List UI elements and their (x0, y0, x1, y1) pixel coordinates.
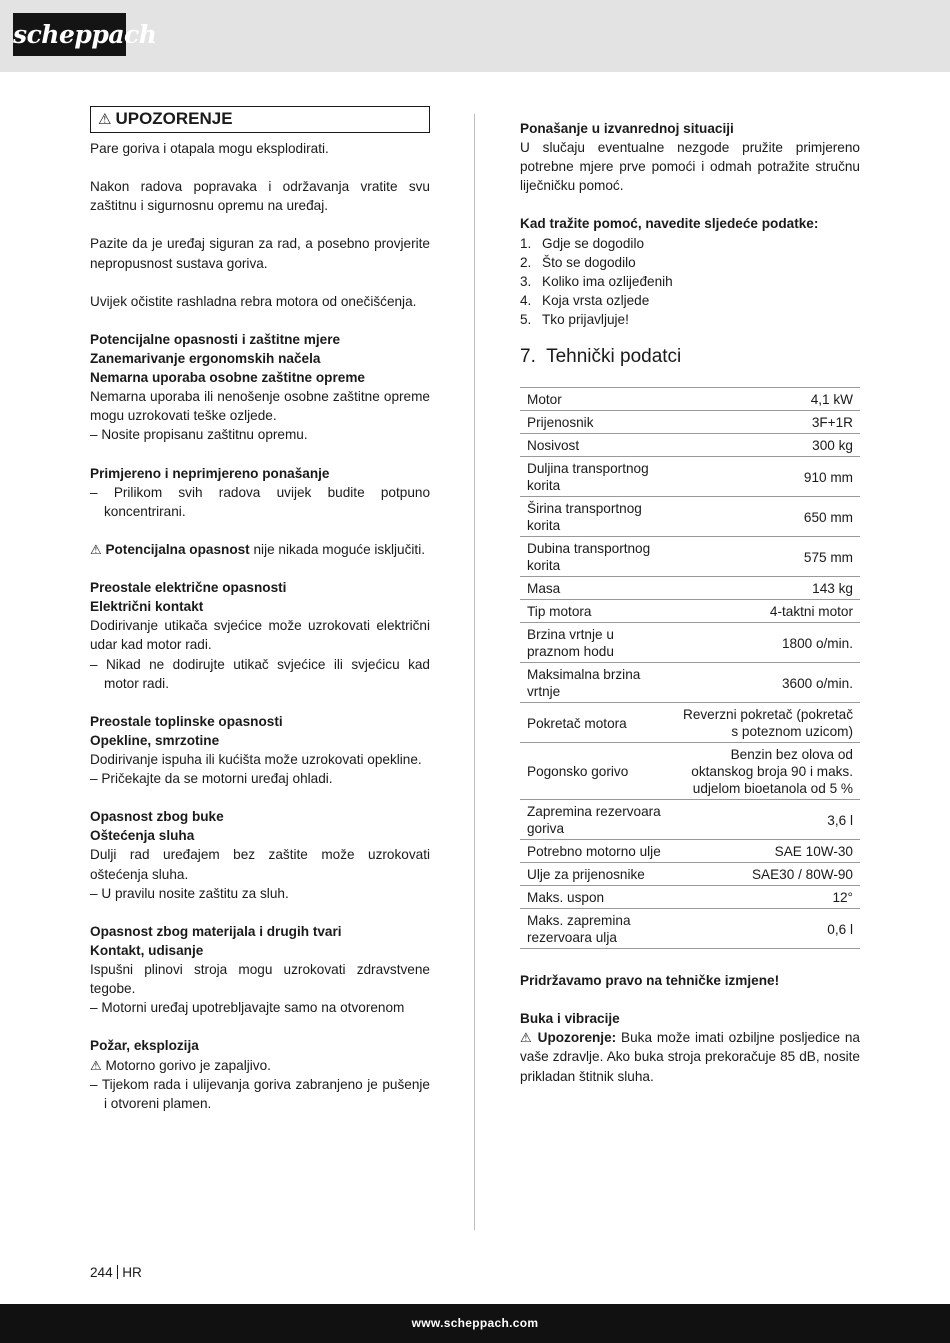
table-row (520, 457, 860, 497)
spec-value: 12° (675, 886, 860, 909)
table-row (520, 623, 860, 663)
noise-warning: ⚠ Upozorenje: Buka može imati ozbiljne posljedice na vaše zdravlje. Ako buka stroja prekoračuje 85 dB, nosite prikladan štitnik sluha. (520, 1030, 860, 1084)
table-row (520, 434, 860, 457)
column-divider (474, 114, 475, 1230)
spec-key: Širina transportnog korita (520, 497, 675, 537)
warning-paragraph: Pazite da je uređaj siguran za rad, a posebno provjerite nepropusnost sustava goriva. (90, 236, 430, 271)
table-row (520, 497, 860, 537)
heading-noise-vibration: Buka i vibracije (520, 1011, 620, 1027)
spec-key: Dubina transportnog korita (520, 537, 675, 577)
heading-ergonomic: Zanemarivanje ergonomskih načela (90, 351, 321, 367)
tech-spec-table (520, 387, 860, 949)
spec-key: Prijenosnik (520, 411, 675, 434)
table-row (520, 537, 860, 577)
table-row (520, 840, 860, 863)
spec-key: Ulje za prijenosnike (520, 863, 675, 886)
left-column (90, 106, 430, 1113)
spec-value: 575 mm (675, 537, 860, 577)
heading-contact: Kontakt, udisanje (90, 942, 204, 958)
table-row (520, 863, 860, 886)
warning-triangle-icon: ⚠ (90, 1057, 102, 1073)
warning-paragraph: Pare goriva i otapala mogu eksplodirati. (90, 141, 329, 156)
behavior-instruction: – Prilikom svih radova uvijek budite potpuno koncentrirani. (90, 484, 431, 519)
spec-key: Maks. zapremina rezervoara ulja (520, 909, 675, 949)
heading-hearing: Oštećenja sluha (90, 828, 195, 844)
spec-value: 3600 o/min. (675, 663, 860, 703)
table-row (520, 577, 860, 600)
thermal-text: Dodirivanje ispuha ili kućišta može uzrokovati opekline. (90, 752, 422, 767)
footer-separator (117, 1265, 119, 1279)
spec-key: Duljina transportnog korita (520, 457, 675, 497)
section-title: 7. Tehnički podatci (520, 346, 682, 368)
heading-hazards: Potencijalne opasnosti i zaštitne mjere (90, 331, 341, 347)
table-row (520, 388, 860, 411)
table-row (520, 600, 860, 623)
list-item: 4. Koja vrsta ozljede (520, 292, 650, 308)
spec-key: Brzina vrtnje u praznom hodu (520, 623, 675, 663)
warning-triangle-icon: ⚠ (520, 1030, 533, 1046)
list-item: 2. Što se dogodilo (520, 254, 636, 270)
spec-value: 650 mm (675, 497, 860, 537)
spec-value: Reverzni pokretač (pokretač s poteznom uzicom) (675, 703, 860, 743)
heading-thermal: Preostale toplinske opasnosti (90, 713, 283, 729)
spec-value: 4-taktni motor (675, 600, 860, 623)
warning-triangle-icon: ⚠ (90, 541, 102, 557)
language-code: HR (122, 1265, 142, 1280)
heading-materials: Opasnost zbog materijala i drugih tvari (90, 923, 342, 939)
table-row (520, 909, 860, 949)
spec-value: 3F+1R (675, 411, 860, 434)
spec-key: Pogonsko gorivo (520, 743, 675, 800)
warning-title: UPOZORENJE (115, 109, 233, 128)
website-link[interactable]: www.scheppach.com (411, 1316, 539, 1330)
noise-text: Dulji rad uređajem bez zaštite može uzrokovati oštećenja sluha. (90, 847, 430, 882)
spec-key: Maksimalna brzina vrtnje (520, 663, 675, 703)
spec-value: 910 mm (675, 457, 860, 497)
materials-text: Ispušni plinovi stroja mogu uzrokovati zdravstvene tegobe. (90, 962, 430, 997)
brand-logo: scheppach (13, 13, 126, 56)
spec-key: Masa (520, 577, 675, 600)
heading-fire: Požar, eksplozija (90, 1038, 199, 1054)
electrical-instruction: – Nikad ne dodirujte utikač svjećice ili svjećicu kad motor radi. (90, 656, 430, 691)
table-row (520, 411, 860, 434)
help-list (520, 234, 860, 329)
spec-value: 4,1 kW (675, 388, 860, 411)
table-row (520, 743, 860, 800)
fire-warning: ⚠ Motorno gorivo je zapaljivo. (90, 1057, 271, 1073)
page-number: 244 (90, 1265, 113, 1280)
right-column (520, 119, 860, 1086)
table-row (520, 703, 860, 743)
heading-help: Kad tražite pomoć, navedite sljedeće podatke: (520, 216, 819, 232)
spec-key: Maks. uspon (520, 886, 675, 909)
warning-paragraph: Nakon radova popravaka i održavanja vratite svu zaštitnu i sigurnosnu opremu na uređaj. (90, 179, 430, 214)
spec-key: Pokretač motora (520, 703, 675, 743)
list-item: 3. Koliko ima ozlijeđenih (520, 273, 673, 289)
spec-value: 3,6 l (675, 800, 860, 840)
heading-noise: Opasnost zbog buke (90, 809, 224, 825)
fire-instruction: – Tijekom rada i ulijevanja goriva zabranjeno je pušenje i otvoreni plamen. (90, 1076, 430, 1111)
heading-electrical-contact: Električni kontakt (90, 599, 204, 615)
warning-triangle-icon: ⚠ (98, 111, 112, 128)
noise-instruction: – U pravilu nosite zaštitu za sluh. (90, 885, 289, 901)
spec-key: Motor (520, 388, 675, 411)
spec-value: 143 kg (675, 577, 860, 600)
thermal-instruction: – Pričekajte da se motorni uređaj ohladi. (90, 771, 333, 787)
heading-burns: Opekline, smrzotine (90, 732, 220, 748)
potential-hazard-note: ⚠ Potencijalna opasnost nije nikada moguće isključiti. (90, 541, 426, 557)
electrical-text: Dodirivanje utikača svjećice može uzrokovati električni udar kad motor radi. (90, 618, 430, 653)
spec-value: 0,6 l (675, 909, 860, 949)
warning-header (90, 106, 430, 133)
heading-ppe: Nemarna uporaba osobne zaštitne opreme (90, 370, 365, 386)
warning-paragraph: Uvijek očistite rashladna rebra motora od onečišćenja. (90, 293, 417, 309)
ppe-instruction: – Nosite propisanu zaštitnu opremu. (90, 427, 308, 443)
spec-value: SAE 10W-30 (675, 840, 860, 863)
materials-instruction: – Motorni uređaj upotrebljavajte samo na otvorenom (90, 1000, 405, 1016)
heading-emergency: Ponašanje u izvanrednoj situaciji (520, 121, 734, 136)
heading-electrical: Preostale električne opasnosti (90, 580, 287, 596)
table-row (520, 800, 860, 840)
page-footer (90, 1264, 142, 1282)
spec-value: 1800 o/min. (675, 623, 860, 663)
heading-behavior: Primjereno i neprimjereno ponašanje (90, 465, 330, 481)
spec-value: Benzin bez olova od oktanskog broja 90 i maks. udjelom bioetanola od 5 % (675, 743, 860, 800)
reserve-note: Pridržavamo pravo na tehničke izmjene! (520, 973, 780, 989)
spec-key: Zapremina rezervoara goriva (520, 800, 675, 840)
table-row (520, 663, 860, 703)
ppe-text: Nemarna uporaba ili nenošenje osobne zaštitne opreme mogu uzrokovati teške ozljede. (90, 389, 430, 424)
spec-value: 300 kg (675, 434, 860, 457)
list-item: 1. Gdje se dogodilo (520, 235, 645, 251)
spec-value: SAE30 / 80W-90 (675, 863, 860, 886)
spec-key: Tip motora (520, 600, 675, 623)
table-row (520, 886, 860, 909)
spec-key: Potrebno motorno ulje (520, 840, 675, 863)
spec-key: Nosivost (520, 434, 675, 457)
emergency-text: U slučaju eventualne nezgode pružite primjereno potrebne mjere prve pomoći i odmah potražite stručnu liječničku pomoć. (520, 140, 860, 194)
list-item: 5. Tko prijavljuje! (520, 311, 629, 327)
